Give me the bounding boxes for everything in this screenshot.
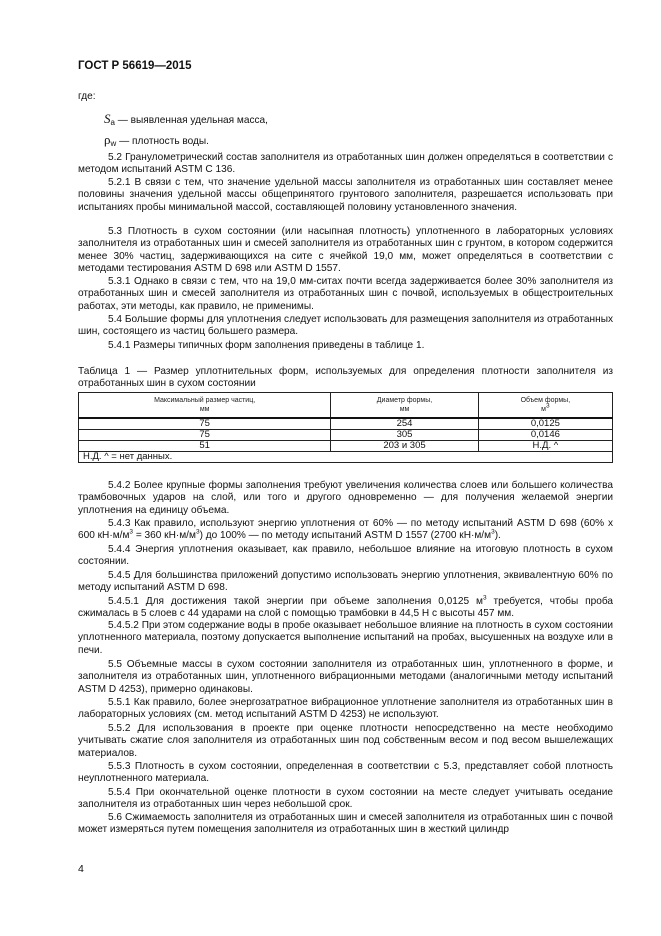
table-1 (78, 392, 613, 463)
table-cell: 75 (79, 418, 331, 430)
page-number: 4 (78, 863, 84, 875)
table-caption: Таблица 1 — Размер уплотнительных форм, используемых для определения плотности заполнителя из отработанных шин в сухом состоянии (78, 366, 613, 390)
table-row (79, 441, 613, 452)
paragraph-5-5: 5.5 Объемные массы в сухом состоянии заполнителя из отработанных шин, уплотненного в форме, и заполнителя из отработанных шин, уплотненного вибрационными методами (аналогичными методу испытаний ASTM D 4253), примерно одинаковы. (78, 659, 613, 695)
paragraph-5-4-4: 5.4.4 Энергия уплотнения оказывает, как правило, небольшое влияние на итоговую плотность в сухом состоянии. (78, 544, 613, 568)
definition-rho (104, 132, 209, 148)
table-note: Н.Д. ^ = нет данных. (79, 452, 613, 463)
table-header-cell: Объем формы, $м^3$ (478, 393, 612, 419)
paragraph-5-5-3: 5.5.3 Плотность в сухом состоянии, определенная в соответствии с 5.3, представляет собой плотность неуплотненного материала. (78, 761, 613, 785)
paragraph-5-4-5-1: 5.4.5.1 Для достижения такой энергии при объеме заполнения 0,0125 $м^3$ требуется, чтобы проба сжималась в 5 слоев с 44 ударами на слой с помощью трамбовки в 44,5 Н с высоты 457 мм. (78, 594, 613, 620)
symbol-s: S (104, 111, 111, 126)
table-cell: 51 (79, 441, 331, 452)
symbol-rho: ρ (104, 132, 111, 147)
table-row (79, 430, 613, 441)
symbol-sub-w: w (110, 139, 117, 148)
table-row (79, 418, 613, 430)
paragraph-5-4-3: 5.4.3 Как правило, используют энергию уплотнения от 60% — по методу испытаний ASTM D 698 (60% х 600 $кН\cdot м/м^3 = 360$ $кН\cdot м/м^3$) до 100% — по методу испытаний ASTM D 1557 (2700 $кН\cdot м/м^3$). (78, 518, 613, 542)
paragraph-5-4-1: 5.4.1 Размеры типичных форм заполнения приведены в таблице 1. (108, 340, 425, 351)
paragraph-5-5-2: 5.5.2 Для использования в проекте при оценке плотности непосредственно на месте необходимо учитывать сжатие слоя заполнителя из отработанных шин под собственным весом и под весом вышележащих материалов. (78, 723, 613, 759)
paragraph-5-4-5: 5.4.5 Для большинства приложений допустимо использовать энергию уплотнения, эквивалентную 60% по методу испытаний ASTM D 698. (78, 570, 613, 594)
definition-sa (104, 111, 268, 127)
table-cell: 203 и 305 (331, 441, 479, 452)
table-cell: 305 (331, 430, 479, 441)
paragraph-5-4-2: 5.4.2 Более крупные формы заполнения требуют увеличения количества слоев или большего количества трамбовочных ударов на слой, или того и другого одновременно — для получения желаемой энергии уплотнения на единицу объема. (78, 480, 613, 516)
definition-text: — выявленная удельная масса, (117, 115, 268, 126)
table-cell: 75 (79, 430, 331, 441)
table-cell: 0,0125 (478, 418, 612, 430)
paragraph-5-6: 5.6 Сжимаемость заполнителя из отработанных шин и смесей заполнителя из отработанных шин с почвой может измеряться путем помещения заполнителя из отработанных шин в жесткий цилиндр (78, 812, 613, 836)
paragraph-5-3-1: 5.3.1 Однако в связи с тем, что на 19,0 мм-ситах почти всегда задерживается более 30% заполнителя из отработанных шин и смесей заполнителя из отработанных шин с почвой, используемых в общестроительных работах, эти методы, как правило, не применимы. (78, 276, 613, 312)
table-header-cell: Диаметр формы, мм (331, 393, 479, 419)
paragraph-5-2: 5.2 Гранулометрический состав заполнителя из отработанных шин должен определяться в соответствии с методом испытаний ASTM С 136. (78, 152, 613, 176)
paragraph-5-2-1: 5.2.1 В связи с тем, что значение удельной массы заполнителя из отработанных шин составляет менее половины значения удельной массы общепринятого грунтового заполнителя, разрешается использовать при испытаниях пробы минимальной массой, составляющей половину установленного значения. (78, 177, 613, 213)
paragraph-5-4-5-2: 5.4.5.2 При этом содержание воды в пробе оказывает небольшое влияние на плотность в сухом состоянии уплотненного материала, поэтому допускается выполнение испытаний на пробах, высушенных на воздухе или в печи. (78, 620, 613, 656)
where-label: где: (78, 91, 96, 102)
document-header: ГОСТ Р 56619—2015 (78, 60, 192, 72)
table-cell: Н.Д. ^ (478, 441, 612, 452)
table-header-row (79, 393, 613, 419)
paragraph-5-5-1: 5.5.1 Как правило, более энергозатратное вибрационное уплотнение заполнителя из отработанных шин в лабораторных условиях (см. метод испытаний ASTM D 4253) не используют. (78, 697, 613, 721)
definition-text: — плотность воды. (119, 136, 209, 147)
symbol-sub-a: a (110, 118, 115, 127)
table-cell: 254 (331, 418, 479, 430)
paragraph-5-4: 5.4 Большие формы для уплотнения следует использовать для размещения заполнителя из отработанных шин, состоящего из частиц большего размера. (78, 314, 613, 338)
table-header-cell: Максимальный размер частиц, мм (79, 393, 331, 419)
paragraph-5-3: 5.3 Плотность в сухом состоянии (или насыпная плотность) уплотненного в лабораторных условиях заполнителя из отработанных шин и смесей заполнителя из отработанных шин с грунтом, в котором содержится менее 30% частиц, задерживающихся на сите с ячейкой 19,0 мм, может определяться в соответствии с методами тестирования ASTM D 698 или ASTM D 1557. (78, 226, 613, 275)
table-cell: 0,0146 (478, 430, 612, 441)
paragraph-5-5-4: 5.5.4 При окончательной оценке плотности в сухом состоянии на месте следует учитывать оседание заполнителя из отработанных шин через небольшой срок. (78, 787, 613, 811)
table-note-row (79, 452, 613, 463)
